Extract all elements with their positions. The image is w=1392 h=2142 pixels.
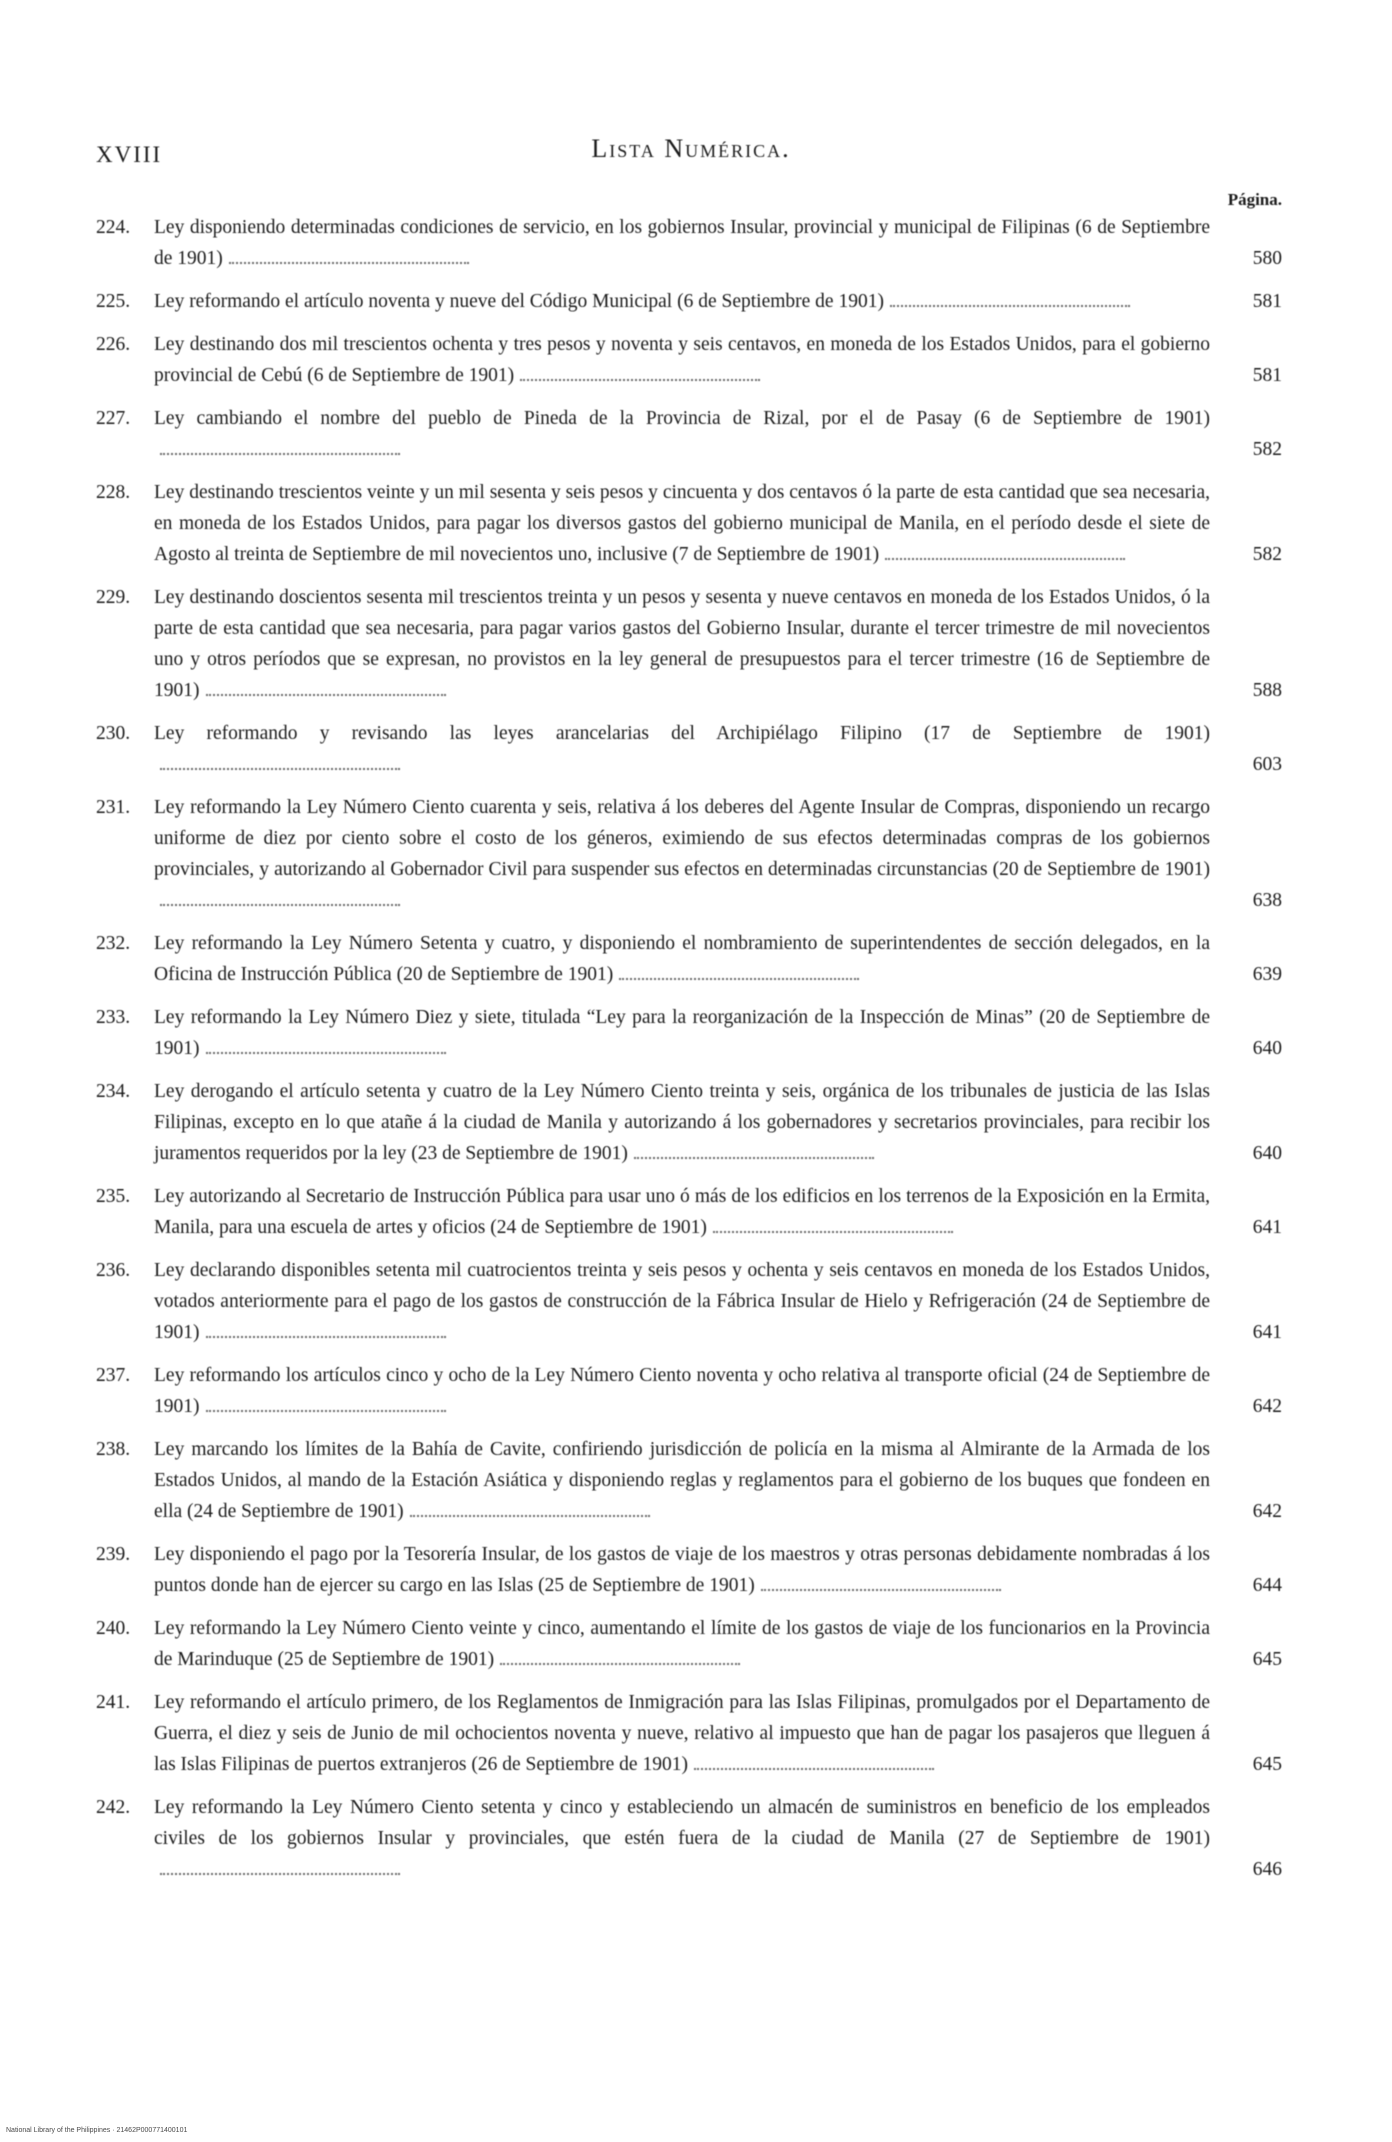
entry-page-number: 645 (1252, 1754, 1282, 1775)
entry-text-wrapper (154, 1792, 1210, 1885)
entry-text: Ley reformando la Ley Número Ciento setenta y cinco y estableciendo un almacén de suministros en beneficio de los empleados civiles de los gobiernos Insular y provinciales, que estén fuera de la ciudad de Manila (27 de Septiembre de 1901) (154, 1797, 1210, 1849)
list-item (96, 1434, 1286, 1527)
running-title: Lista Numérica. (591, 134, 791, 163)
page-number: XVIII (96, 142, 163, 167)
entry-text-wrapper (154, 403, 1210, 465)
list-item (96, 1613, 1286, 1675)
entry-text-wrapper (154, 286, 1210, 317)
entry-page-number: 644 (1252, 1575, 1282, 1596)
list-item (96, 1792, 1286, 1885)
document-page (96, 120, 1286, 2110)
dot-leader (713, 1225, 953, 1233)
list-item (96, 1360, 1286, 1422)
entry-text-wrapper (154, 582, 1210, 706)
list-item (96, 792, 1286, 916)
entry-page-number: 640 (1252, 1143, 1282, 1164)
dot-leader (206, 1404, 446, 1412)
entry-number: 235. (96, 1186, 131, 1207)
entry-text: Ley destinando doscientos sesenta mil trescientos treinta y un pesos y sesenta y nueve centavos en moneda de los Estados Unidos, ó la parte de esta cantidad que sea necesaria, para pagar varios gastos del Gobierno Insular, durante el tercer trimestre de mil novecientos uno y otros períodos que se expresan, no provistos en la ley general de presupuestos para el tercer trimestre (16 de Septiembre de 1901) (154, 587, 1210, 701)
entry-number: 237. (96, 1365, 131, 1386)
list-item (96, 1687, 1286, 1780)
list-item (96, 1076, 1286, 1169)
entry-page-number: 581 (1252, 291, 1282, 312)
list-item (96, 286, 1286, 317)
entry-text: Ley autorizando al Secretario de Instrucción Pública para usar uno ó más de los edificios en los terrenos de la Exposición en la Ermita, Manila, para una escuela de artes y oficios (24 de Septiembre de 1901) (154, 1186, 1210, 1238)
entry-number: 239. (96, 1544, 131, 1565)
entry-text-wrapper (154, 1181, 1210, 1243)
entry-number: 236. (96, 1260, 131, 1281)
entry-text: Ley reformando el artículo noventa y nueve del Código Municipal (6 de Septiembre de 1901) (154, 291, 884, 312)
entry-page-number: 642 (1252, 1501, 1282, 1522)
entry-page-number: 639 (1252, 964, 1282, 985)
entry-page-number: 582 (1252, 439, 1282, 460)
entry-text-wrapper (154, 1255, 1210, 1348)
entry-text: Ley reformando y revisando las leyes arancelarias del Archipiélago Filipino (17 de Septiembre de 1901) (154, 723, 1210, 744)
entry-text: Ley marcando los límites de la Bahía de Cavite, confiriendo jurisdicción de policía en la misma al Almirante de la Armada de los Estados Unidos, al mando de la Estación Asiática y disponiendo reglas y reglamentos para el gobierno de los buques que fondeen en ella (24 de Septiembre de 1901) (154, 1439, 1210, 1522)
entry-number: 227. (96, 408, 131, 429)
entry-text-wrapper (154, 928, 1210, 990)
list-item (96, 212, 1286, 274)
page-column-label: Página. (1227, 190, 1282, 209)
dot-leader (206, 1330, 446, 1338)
dot-leader (885, 552, 1125, 560)
entry-number: 224. (96, 217, 131, 238)
dot-leader (619, 972, 859, 980)
entry-text: Ley reformando la Ley Número Setenta y cuatro, y disponiendo el nombramiento de superintendentes de sección delegados, en la Oficina de Instrucción Pública (20 de Septiembre de 1901) (154, 933, 1210, 985)
entry-text-wrapper (154, 1360, 1210, 1422)
entry-number: 238. (96, 1439, 131, 1460)
list-item (96, 582, 1286, 706)
dot-leader (520, 373, 760, 381)
entry-text: Ley reformando la Ley Número Ciento cuarenta y seis, relativa á los deberes del Agente Insular de Compras, disponiendo un recargo uniforme de diez por ciento sobre el costo de los géneros, eximiendo de sus efectos determinadas compras de los gobiernos provinciales, y autorizando al Gobernador Civil para suspender sus efectos en determinadas circunstancias (20 de Septiembre de 1901) (154, 797, 1210, 880)
entry-text: Ley reformando la Ley Número Ciento veinte y cinco, aumentando el límite de los gastos de viaje de los funcionarios en la Provincia de Marinduque (25 de Septiembre de 1901) (154, 1618, 1210, 1670)
entry-text: Ley reformando el artículo primero, de los Reglamentos de Inmigración para las Islas Filipinas, promulgados por el Departamento de Guerra, el diez y seis de Junio de mil ochocientos noventa y nueve, relativo al impuesto que han de pagar los pasajeros que lleguen á las Islas Filipinas de puertos extranjeros (26 de Septiembre de 1901) (154, 1692, 1210, 1775)
list-item (96, 718, 1286, 780)
entry-text-wrapper (154, 212, 1210, 274)
entry-text: Ley derogando el artículo setenta y cuatro de la Ley Número Ciento treinta y seis, orgánica de los tribunales de justicia de las Islas Filipinas, excepto en lo que atañe á la ciudad de Manila y autorizando á los gobernadores y secretarios provinciales, para recibir los juramentos requeridos por la ley (23 de Septiembre de 1901) (154, 1081, 1210, 1164)
entry-number: 226. (96, 334, 131, 355)
entry-number: 225. (96, 291, 131, 312)
entry-number: 242. (96, 1797, 131, 1818)
entry-list (96, 212, 1286, 1885)
dot-leader (634, 1151, 874, 1159)
entry-page-number: 642 (1252, 1396, 1282, 1417)
entry-text: Ley cambiando el nombre del pueblo de Pineda de la Provincia de Rizal, por el de Pasay (6 de Septiembre de 1901) (154, 408, 1210, 429)
entry-text-wrapper (154, 329, 1210, 391)
list-item (96, 1255, 1286, 1348)
entry-page-number: 581 (1252, 365, 1282, 386)
entry-text-wrapper (154, 1076, 1210, 1169)
entry-text-wrapper (154, 718, 1210, 780)
dot-leader (160, 447, 400, 455)
dot-leader (761, 1583, 1001, 1591)
entry-number: 240. (96, 1618, 131, 1639)
entry-text-wrapper (154, 477, 1210, 570)
entry-text-wrapper (154, 1002, 1210, 1064)
entry-number: 233. (96, 1007, 131, 1028)
entry-page-number: 638 (1252, 890, 1282, 911)
entry-page-number: 582 (1252, 544, 1282, 565)
entry-number: 234. (96, 1081, 131, 1102)
entry-number: 241. (96, 1692, 131, 1713)
dot-leader (160, 1867, 400, 1875)
dot-leader (694, 1762, 934, 1770)
entry-page-number: 646 (1252, 1859, 1282, 1880)
scan-credit: National Library of the Philippines · 21462P000771400101 (6, 2127, 188, 2134)
entry-number: 229. (96, 587, 131, 608)
entry-text: Ley destinando dos mil trescientos ochenta y tres pesos y noventa y seis centavos, en moneda de los Estados Unidos, para el gobierno provincial de Cebú (6 de Septiembre de 1901) (154, 334, 1210, 386)
dot-leader (160, 762, 400, 770)
entry-text-wrapper (154, 1539, 1210, 1601)
entry-text: Ley destinando trescientos veinte y un mil sesenta y seis pesos y cincuenta y dos centavos ó la parte de esta cantidad que sea necesaria, en moneda de los Estados Unidos, para pagar los diversos gastos del gobierno municipal de Manila, en el período desde el siete de Agosto al treinta de Septiembre de mil novecientos uno, inclusive (7 de Septiembre de 1901) (154, 482, 1210, 565)
entry-page-number: 603 (1252, 754, 1282, 775)
page-header (96, 120, 1286, 176)
entry-page-number: 641 (1252, 1322, 1282, 1343)
dot-leader (890, 299, 1130, 307)
entry-text: Ley reformando los artículos cinco y ocho de la Ley Número Ciento noventa y ocho relativa al transporte oficial (24 de Septiembre de 1901) (154, 1365, 1210, 1417)
list-item (96, 403, 1286, 465)
entry-number: 230. (96, 723, 131, 744)
list-item (96, 329, 1286, 391)
dot-leader (160, 898, 400, 906)
entry-text: Ley reformando la Ley Número Diez y siete, titulada “Ley para la reorganización de la Inspección de Minas” (20 de Septiembre de 1901) (154, 1007, 1210, 1059)
dot-leader (206, 1046, 446, 1054)
entry-text: Ley declarando disponibles setenta mil cuatrocientos treinta y seis pesos y ochenta y seis centavos en moneda de los Estados Unidos, votados anteriormente para el pago de los gastos de construcción de la Fábrica Insular de Hielo y Refrigeración (24 de Septiembre de 1901) (154, 1260, 1210, 1343)
entry-page-number: 645 (1252, 1649, 1282, 1670)
entry-text-wrapper (154, 1613, 1210, 1675)
entry-number: 232. (96, 933, 131, 954)
dot-leader (229, 256, 469, 264)
entry-number: 228. (96, 482, 131, 503)
entry-page-number: 641 (1252, 1217, 1282, 1238)
entry-page-number: 580 (1252, 248, 1282, 269)
entry-text-wrapper (154, 1434, 1210, 1527)
entry-text: Ley disponiendo el pago por la Tesorería Insular, de los gastos de viaje de los maestros y otras personas debidamente nombradas á los puntos donde han de ejercer su cargo en las Islas (25 de Septiembre de 1901) (154, 1544, 1210, 1596)
list-item (96, 1181, 1286, 1243)
entry-text-wrapper (154, 792, 1210, 916)
list-item (96, 1002, 1286, 1064)
entry-page-number: 588 (1252, 680, 1282, 701)
list-item (96, 477, 1286, 570)
list-item (96, 1539, 1286, 1601)
entry-text: Ley disponiendo determinadas condiciones de servicio, en los gobiernos Insular, provincial y municipal de Filipinas (6 de Septiembre de 1901) (154, 217, 1210, 269)
dot-leader (500, 1657, 740, 1665)
list-item (96, 928, 1286, 990)
dot-leader (410, 1509, 650, 1517)
entry-text-wrapper (154, 1687, 1210, 1780)
entry-number: 231. (96, 797, 131, 818)
entry-page-number: 640 (1252, 1038, 1282, 1059)
dot-leader (206, 688, 446, 696)
